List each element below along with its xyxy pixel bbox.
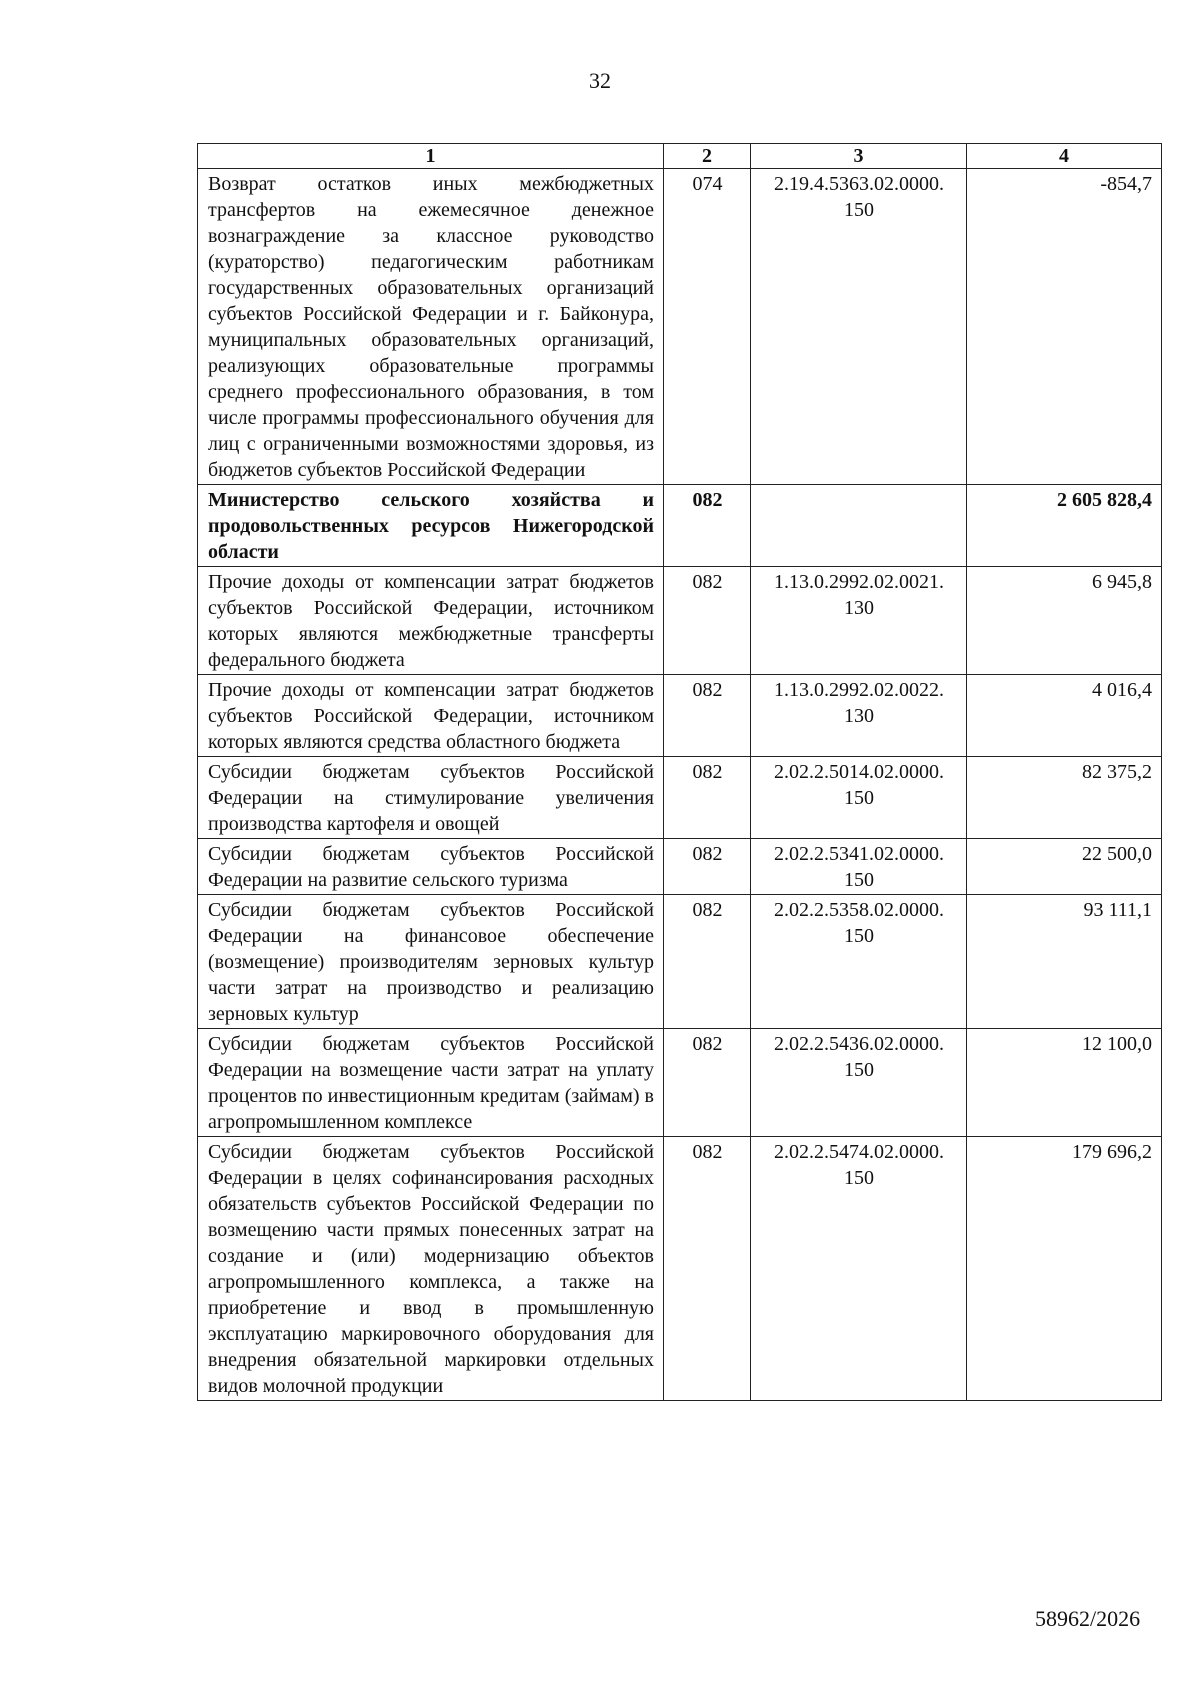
row-admin-code: 082 <box>664 895 751 1029</box>
row-amount: 179 696,2 <box>967 1137 1162 1401</box>
page-number: 32 <box>589 68 611 93</box>
document-number: 58962/2026 <box>1035 1606 1141 1631</box>
budget-code-line1: 1.13.0.2992.02.0022. <box>774 679 944 701</box>
budget-code-line2: 150 <box>844 787 874 809</box>
budget-code-line1: 2.02.2.5358.02.0000. <box>774 899 944 921</box>
budget-code-line1: 1.13.0.2992.02.0021. <box>774 571 944 593</box>
row-amount: 12 100,0 <box>967 1029 1162 1137</box>
row-description: Субсидии бюджетам субъектов Российской Федерации в целях софинансирования расходных обязательств субъектов Российской Федерации по возмещению части прямых понесенных затрат на создание и (или) модернизацию объектов агропромышленного комплекса, а также на приобретение и ввод в промышленную эксплуатацию маркировочного оборудования для внедрения обязательной маркировки отдельных видов молочной продукции <box>198 1137 664 1401</box>
table-row <box>198 1137 1162 1401</box>
table-row <box>198 675 1162 757</box>
budget-code-line1: 2.19.4.5363.02.0000. <box>774 173 944 195</box>
table-row <box>198 757 1162 839</box>
table-row <box>198 1029 1162 1137</box>
row-description: Субсидии бюджетам субъектов Российской Федерации на возмещение части затрат на уплату процентов по инвестиционным кредитам (займам) в агропромышленном комплексе <box>198 1029 664 1137</box>
budget-code-line2: 130 <box>844 597 874 619</box>
row-description: Возврат остатков иных межбюджетных трансфертов на ежемесячное денежное вознаграждение за классное руководство (кураторство) педагогическим работникам государственных образовательных организаций субъектов Российской Федерации и г. Байконура, муниципальных образовательных организаций, реализующих образовательные программы среднего профессионального образования, в том числе программы профессионального обучения для лиц с ограниченными возможностями здоровья, из бюджетов субъектов Российской Федерации <box>198 169 664 485</box>
budget-code-line2: 150 <box>844 199 874 221</box>
column-header-2: 2 <box>664 144 751 169</box>
budget-code-line2: 130 <box>844 705 874 727</box>
row-budget-code <box>751 567 967 675</box>
row-description: Министерство сельского хозяйства и продовольственных ресурсов Нижегородской области <box>198 485 664 567</box>
table-row <box>198 839 1162 895</box>
row-budget-code <box>751 485 967 567</box>
row-budget-code <box>751 1137 967 1401</box>
row-budget-code <box>751 169 967 485</box>
budget-code-line1: 2.02.2.5014.02.0000. <box>774 761 944 783</box>
budget-code-line2: 150 <box>844 925 874 947</box>
budget-code-line1: 2.02.2.5474.02.0000. <box>774 1141 944 1163</box>
column-header-3: 3 <box>751 144 967 169</box>
table-row <box>198 567 1162 675</box>
row-amount: 2 605 828,4 <box>967 485 1162 567</box>
row-budget-code <box>751 839 967 895</box>
row-admin-code: 074 <box>664 169 751 485</box>
table-row <box>198 169 1162 485</box>
row-amount: 4 016,4 <box>967 675 1162 757</box>
row-description: Прочие доходы от компенсации затрат бюджетов субъектов Российской Федерации, источником которых являются средства областного бюджета <box>198 675 664 757</box>
budget-code-line2: 150 <box>844 869 874 891</box>
row-budget-code <box>751 1029 967 1137</box>
row-budget-code <box>751 895 967 1029</box>
budget-table <box>197 143 1162 1401</box>
row-amount: -854,7 <box>967 169 1162 485</box>
row-admin-code: 082 <box>664 1029 751 1137</box>
row-admin-code: 082 <box>664 567 751 675</box>
table-body <box>198 169 1162 1401</box>
column-header-4: 4 <box>967 144 1162 169</box>
row-budget-code <box>751 675 967 757</box>
row-description: Прочие доходы от компенсации затрат бюджетов субъектов Российской Федерации, источником которых являются межбюджетные трансферты федерального бюджета <box>198 567 664 675</box>
row-admin-code: 082 <box>664 485 751 567</box>
row-amount: 6 945,8 <box>967 567 1162 675</box>
row-description: Субсидии бюджетам субъектов Российской Федерации на стимулирование увеличения производства картофеля и овощей <box>198 757 664 839</box>
row-admin-code: 082 <box>664 675 751 757</box>
row-admin-code: 082 <box>664 1137 751 1401</box>
row-amount: 93 111,1 <box>967 895 1162 1029</box>
row-budget-code <box>751 757 967 839</box>
table-row-ministry <box>198 485 1162 567</box>
column-header-1: 1 <box>198 144 664 169</box>
table-row <box>198 895 1162 1029</box>
row-description: Субсидии бюджетам субъектов Российской Федерации на финансовое обеспечение (возмещение) производителям зерновых культур части затрат на производство и реализацию зерновых культур <box>198 895 664 1029</box>
row-amount: 22 500,0 <box>967 839 1162 895</box>
budget-code-line2: 150 <box>844 1167 874 1189</box>
budget-code-line1: 2.02.2.5436.02.0000. <box>774 1033 944 1055</box>
budget-code-line2: 150 <box>844 1059 874 1081</box>
table-header-row <box>198 144 1162 169</box>
row-admin-code: 082 <box>664 757 751 839</box>
row-amount: 82 375,2 <box>967 757 1162 839</box>
row-admin-code: 082 <box>664 839 751 895</box>
budget-code-line1: 2.02.2.5341.02.0000. <box>774 843 944 865</box>
row-description: Субсидии бюджетам субъектов Российской Федерации на развитие сельского туризма <box>198 839 664 895</box>
